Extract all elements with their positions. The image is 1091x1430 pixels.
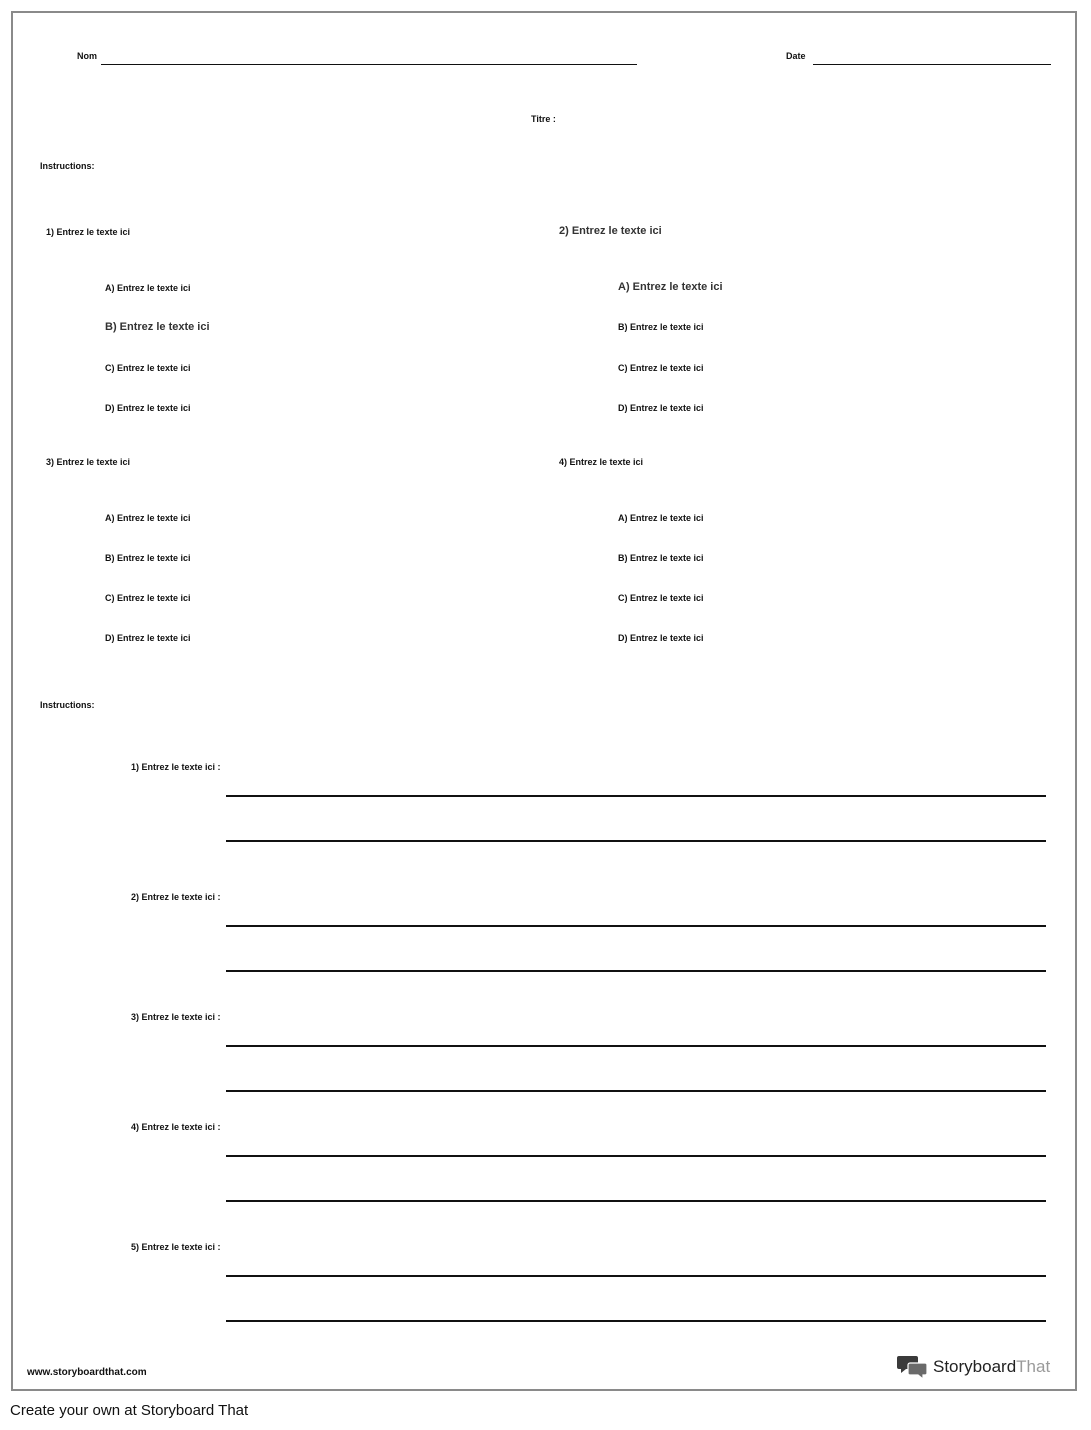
q4-option-d: D) Entrez le texte ici bbox=[618, 633, 704, 643]
answer-line[interactable] bbox=[226, 1320, 1046, 1322]
name-label: Nom bbox=[77, 51, 97, 61]
answer-line[interactable] bbox=[226, 1155, 1046, 1157]
brand-logo[interactable] bbox=[897, 1354, 1050, 1380]
prompt-5: 5) Entrez le texte ici : bbox=[131, 1242, 221, 1252]
q3-option-d: D) Entrez le texte ici bbox=[105, 633, 191, 643]
q4-option-a: A) Entrez le texte ici bbox=[618, 513, 704, 523]
date-line[interactable] bbox=[813, 64, 1051, 65]
q1-option-a: A) Entrez le texte ici bbox=[105, 283, 191, 293]
answer-line[interactable] bbox=[226, 970, 1046, 972]
q1-option-b: B) Entrez le texte ici bbox=[105, 321, 210, 333]
speech-bubbles-icon bbox=[897, 1354, 929, 1380]
footer-url[interactable]: www.storyboardthat.com bbox=[27, 1367, 147, 1378]
prompt-4: 4) Entrez le texte ici : bbox=[131, 1122, 221, 1132]
q1-option-c: C) Entrez le texte ici bbox=[105, 363, 191, 373]
question-2: 2) Entrez le texte ici bbox=[559, 225, 662, 237]
answer-line[interactable] bbox=[226, 925, 1046, 927]
answer-line[interactable] bbox=[226, 840, 1046, 842]
title-label: Titre : bbox=[531, 114, 556, 124]
q4-option-b: B) Entrez le texte ici bbox=[618, 553, 704, 563]
name-line[interactable] bbox=[101, 64, 637, 65]
q2-option-d: D) Entrez le texte ici bbox=[618, 403, 704, 413]
question-3: 3) Entrez le texte ici bbox=[46, 457, 131, 467]
q3-option-c: C) Entrez le texte ici bbox=[105, 593, 191, 603]
prompt-3: 3) Entrez le texte ici : bbox=[131, 1012, 221, 1022]
answer-line[interactable] bbox=[226, 1045, 1046, 1047]
question-4: 4) Entrez le texte ici bbox=[559, 457, 644, 467]
worksheet-page bbox=[11, 11, 1077, 1391]
q2-option-c: C) Entrez le texte ici bbox=[618, 363, 704, 373]
q3-option-a: A) Entrez le texte ici bbox=[105, 513, 191, 523]
q3-option-b: B) Entrez le texte ici bbox=[105, 553, 191, 563]
q2-option-a: A) Entrez le texte ici bbox=[618, 281, 723, 293]
date-label: Date bbox=[786, 51, 806, 61]
answer-line[interactable] bbox=[226, 1200, 1046, 1202]
answer-line[interactable] bbox=[226, 1275, 1046, 1277]
q4-option-c: C) Entrez le texte ici bbox=[618, 593, 704, 603]
question-1: 1) Entrez le texte ici bbox=[46, 227, 131, 237]
brand-name: StoryboardThat bbox=[933, 1357, 1051, 1376]
q1-option-d: D) Entrez le texte ici bbox=[105, 403, 191, 413]
instructions-label-1: Instructions: bbox=[40, 161, 95, 171]
instructions-label-2: Instructions: bbox=[40, 700, 95, 710]
prompt-1: 1) Entrez le texte ici : bbox=[131, 762, 221, 772]
answer-line[interactable] bbox=[226, 1090, 1046, 1092]
answer-line[interactable] bbox=[226, 795, 1046, 797]
create-your-own-caption[interactable]: Create your own at Storyboard That bbox=[10, 1402, 249, 1419]
q2-option-b: B) Entrez le texte ici bbox=[618, 322, 704, 332]
prompt-2: 2) Entrez le texte ici : bbox=[131, 892, 221, 902]
